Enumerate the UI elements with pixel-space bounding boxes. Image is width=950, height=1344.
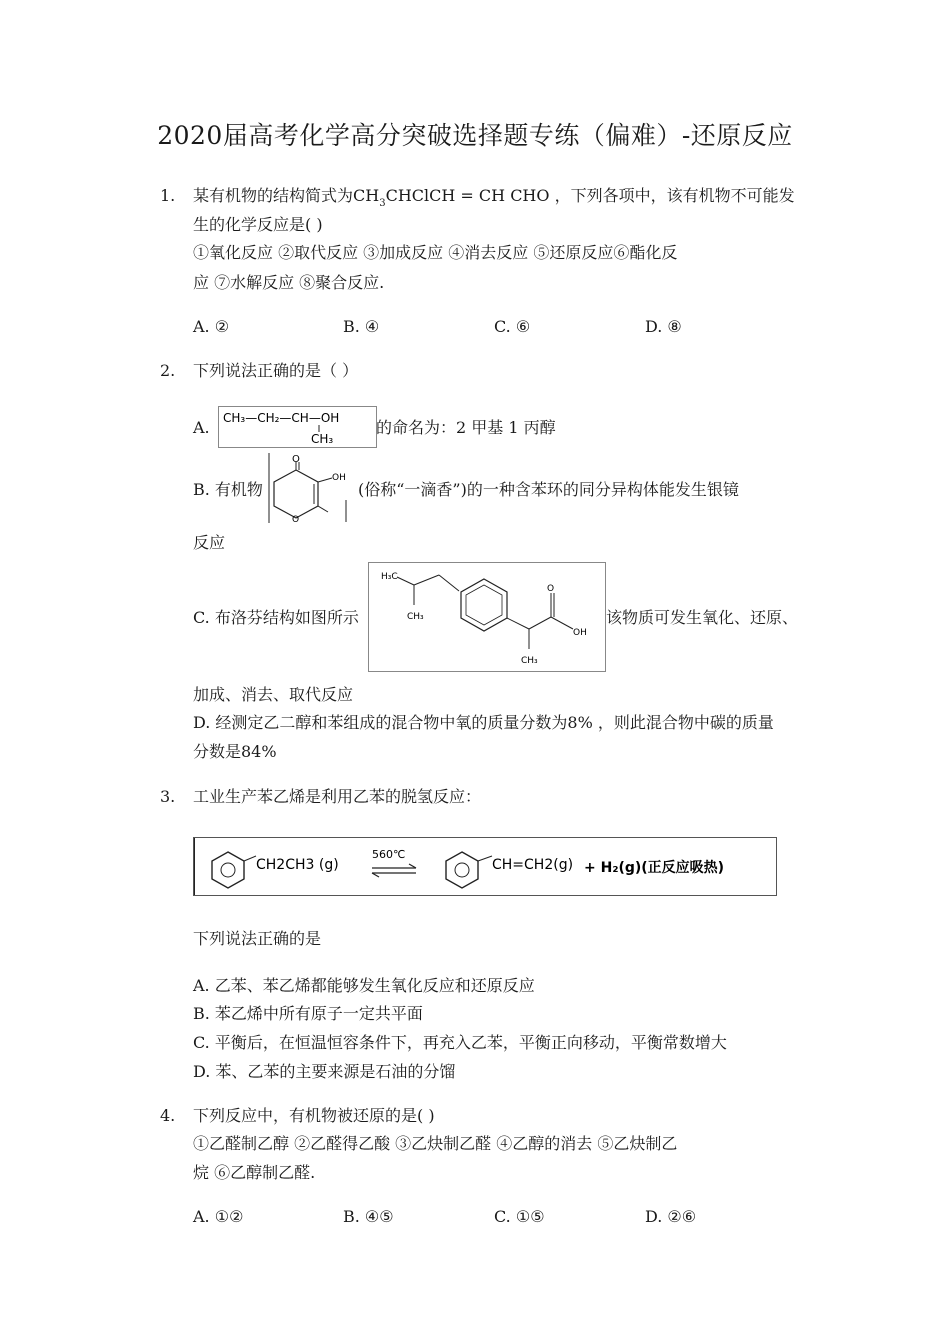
carbonyl-o-label: O xyxy=(292,454,300,465)
question-3-option-d: D. 苯、乙苯的主要来源是石油的分馏 xyxy=(193,1062,456,1081)
ch3-label-1: CH₃ xyxy=(407,612,424,622)
question-1-line-4: 应 ⑦水解反应 ⑧聚合反应. xyxy=(193,273,385,292)
ch3-label-2: CH₃ xyxy=(521,656,538,666)
question-1-text-a: 某有机物的结构简式为CH xyxy=(193,186,380,205)
question-4-option-d: D. ②⑥ xyxy=(645,1207,697,1226)
question-3-option-c: C. 平衡后，在恒温恒容条件下，再充入乙苯，平衡正向移动，平衡常数增大 xyxy=(193,1033,727,1052)
question-2-number: 2. xyxy=(160,361,176,380)
question-3-number: 3. xyxy=(160,787,176,806)
question-1-option-b: B. ④ xyxy=(343,317,380,336)
question-3-option-a: A. 乙苯、苯乙烯都能够发生氧化反应和还原反应 xyxy=(193,976,535,995)
question-4-option-a: A. ①② xyxy=(193,1207,244,1226)
question-3-option-b: B. 苯乙烯中所有原子一定共平面 xyxy=(193,1004,423,1023)
structure-image-ibuprofen xyxy=(368,562,606,672)
question-2-stem: 下列说法正确的是（ ） xyxy=(193,361,359,380)
hydroxyl-label: OH xyxy=(332,473,346,483)
question-1-option-d: D. ⑧ xyxy=(645,317,682,336)
question-1-option-a: A. ② xyxy=(193,317,230,336)
question-2-option-a-label: A. xyxy=(193,418,210,437)
structure-a-bottom: CH₃ xyxy=(311,432,334,446)
question-2-option-d-line-2: 分数是84% xyxy=(193,742,277,761)
question-1-line-2: 生的化学反应是( ) xyxy=(193,215,323,234)
question-2-option-b-text: (俗称“一滴香”)的一种含苯环的同分异构体能发生银镜 xyxy=(358,480,739,499)
question-1-number: 1. xyxy=(160,186,176,205)
question-1-option-c: C. ⑥ xyxy=(494,317,531,336)
hydrogen-note: + H₂(g)(正反应吸热) xyxy=(584,860,725,876)
page-title: 2020届高考化学高分突破选择题专练（偏难）-还原反应 xyxy=(157,121,793,150)
reaction-condition: 560℃ xyxy=(372,848,406,861)
subscript: 3 xyxy=(379,198,386,209)
structure-image-maltol xyxy=(268,452,356,524)
product-label: CH=CH2(g) xyxy=(492,857,574,873)
h3c-label: H₃C xyxy=(381,572,398,582)
structure-image-butanol xyxy=(218,406,377,448)
question-3-stem: 工业生产苯乙烯是利用乙苯的脱氢反应： xyxy=(193,787,482,806)
question-2-option-c-label: C. 布洛芬结构如图所示 xyxy=(193,608,359,627)
reactant-label: CH2CH3 (g) xyxy=(256,857,339,873)
question-4-line-3: 烷 ⑥乙醇制乙醛. xyxy=(193,1163,316,1182)
question-2-option-c-text: 该物质可发生氧化、还原、 xyxy=(606,608,799,627)
question-4-line-2: ①乙醛制乙醇 ②乙醛得乙酸 ③乙炔制乙醛 ④乙醇的消去 ⑤乙炔制乙 xyxy=(193,1134,678,1153)
question-2-option-c-text-2: 加成、消去、取代反应 xyxy=(193,685,354,704)
question-1-line-3: ①氧化反应 ②取代反应 ③加成反应 ④消去反应 ⑤还原反应⑥酯化反 xyxy=(193,243,678,262)
question-2-option-d-line-1: D. 经测定乙二醇和苯组成的混合物中氧的质量分数为8% ，则此混合物中碳的质量 xyxy=(193,713,774,732)
structure-a-top: CH₃—CH₂—CH—OH xyxy=(223,411,340,425)
question-4-option-c: C. ①⑤ xyxy=(494,1207,545,1226)
question-4-stem: 下列反应中，有机物被还原的是( ) xyxy=(193,1106,435,1125)
question-4-number: 4. xyxy=(160,1106,176,1125)
question-2-option-b-label: B. 有机物 xyxy=(193,480,263,499)
question-3-stem-2: 下列说法正确的是 xyxy=(193,929,322,948)
ring-o-label: O xyxy=(292,515,300,524)
question-1-text-b: CHClCH = CH CHO ，下列各项中，该有机物不可能发 xyxy=(385,186,795,205)
ibuprofen-o-label: O xyxy=(547,584,555,594)
ibuprofen-oh-label: OH xyxy=(573,628,587,638)
reaction-equation-image xyxy=(193,837,777,896)
question-4-option-b: B. ④⑤ xyxy=(343,1207,394,1226)
question-1-line-1 xyxy=(193,186,795,209)
question-2-option-a-text: 的命名为：2 甲基 1 丙醇 xyxy=(376,418,556,437)
question-2-option-b-text-2: 反应 xyxy=(193,533,226,552)
